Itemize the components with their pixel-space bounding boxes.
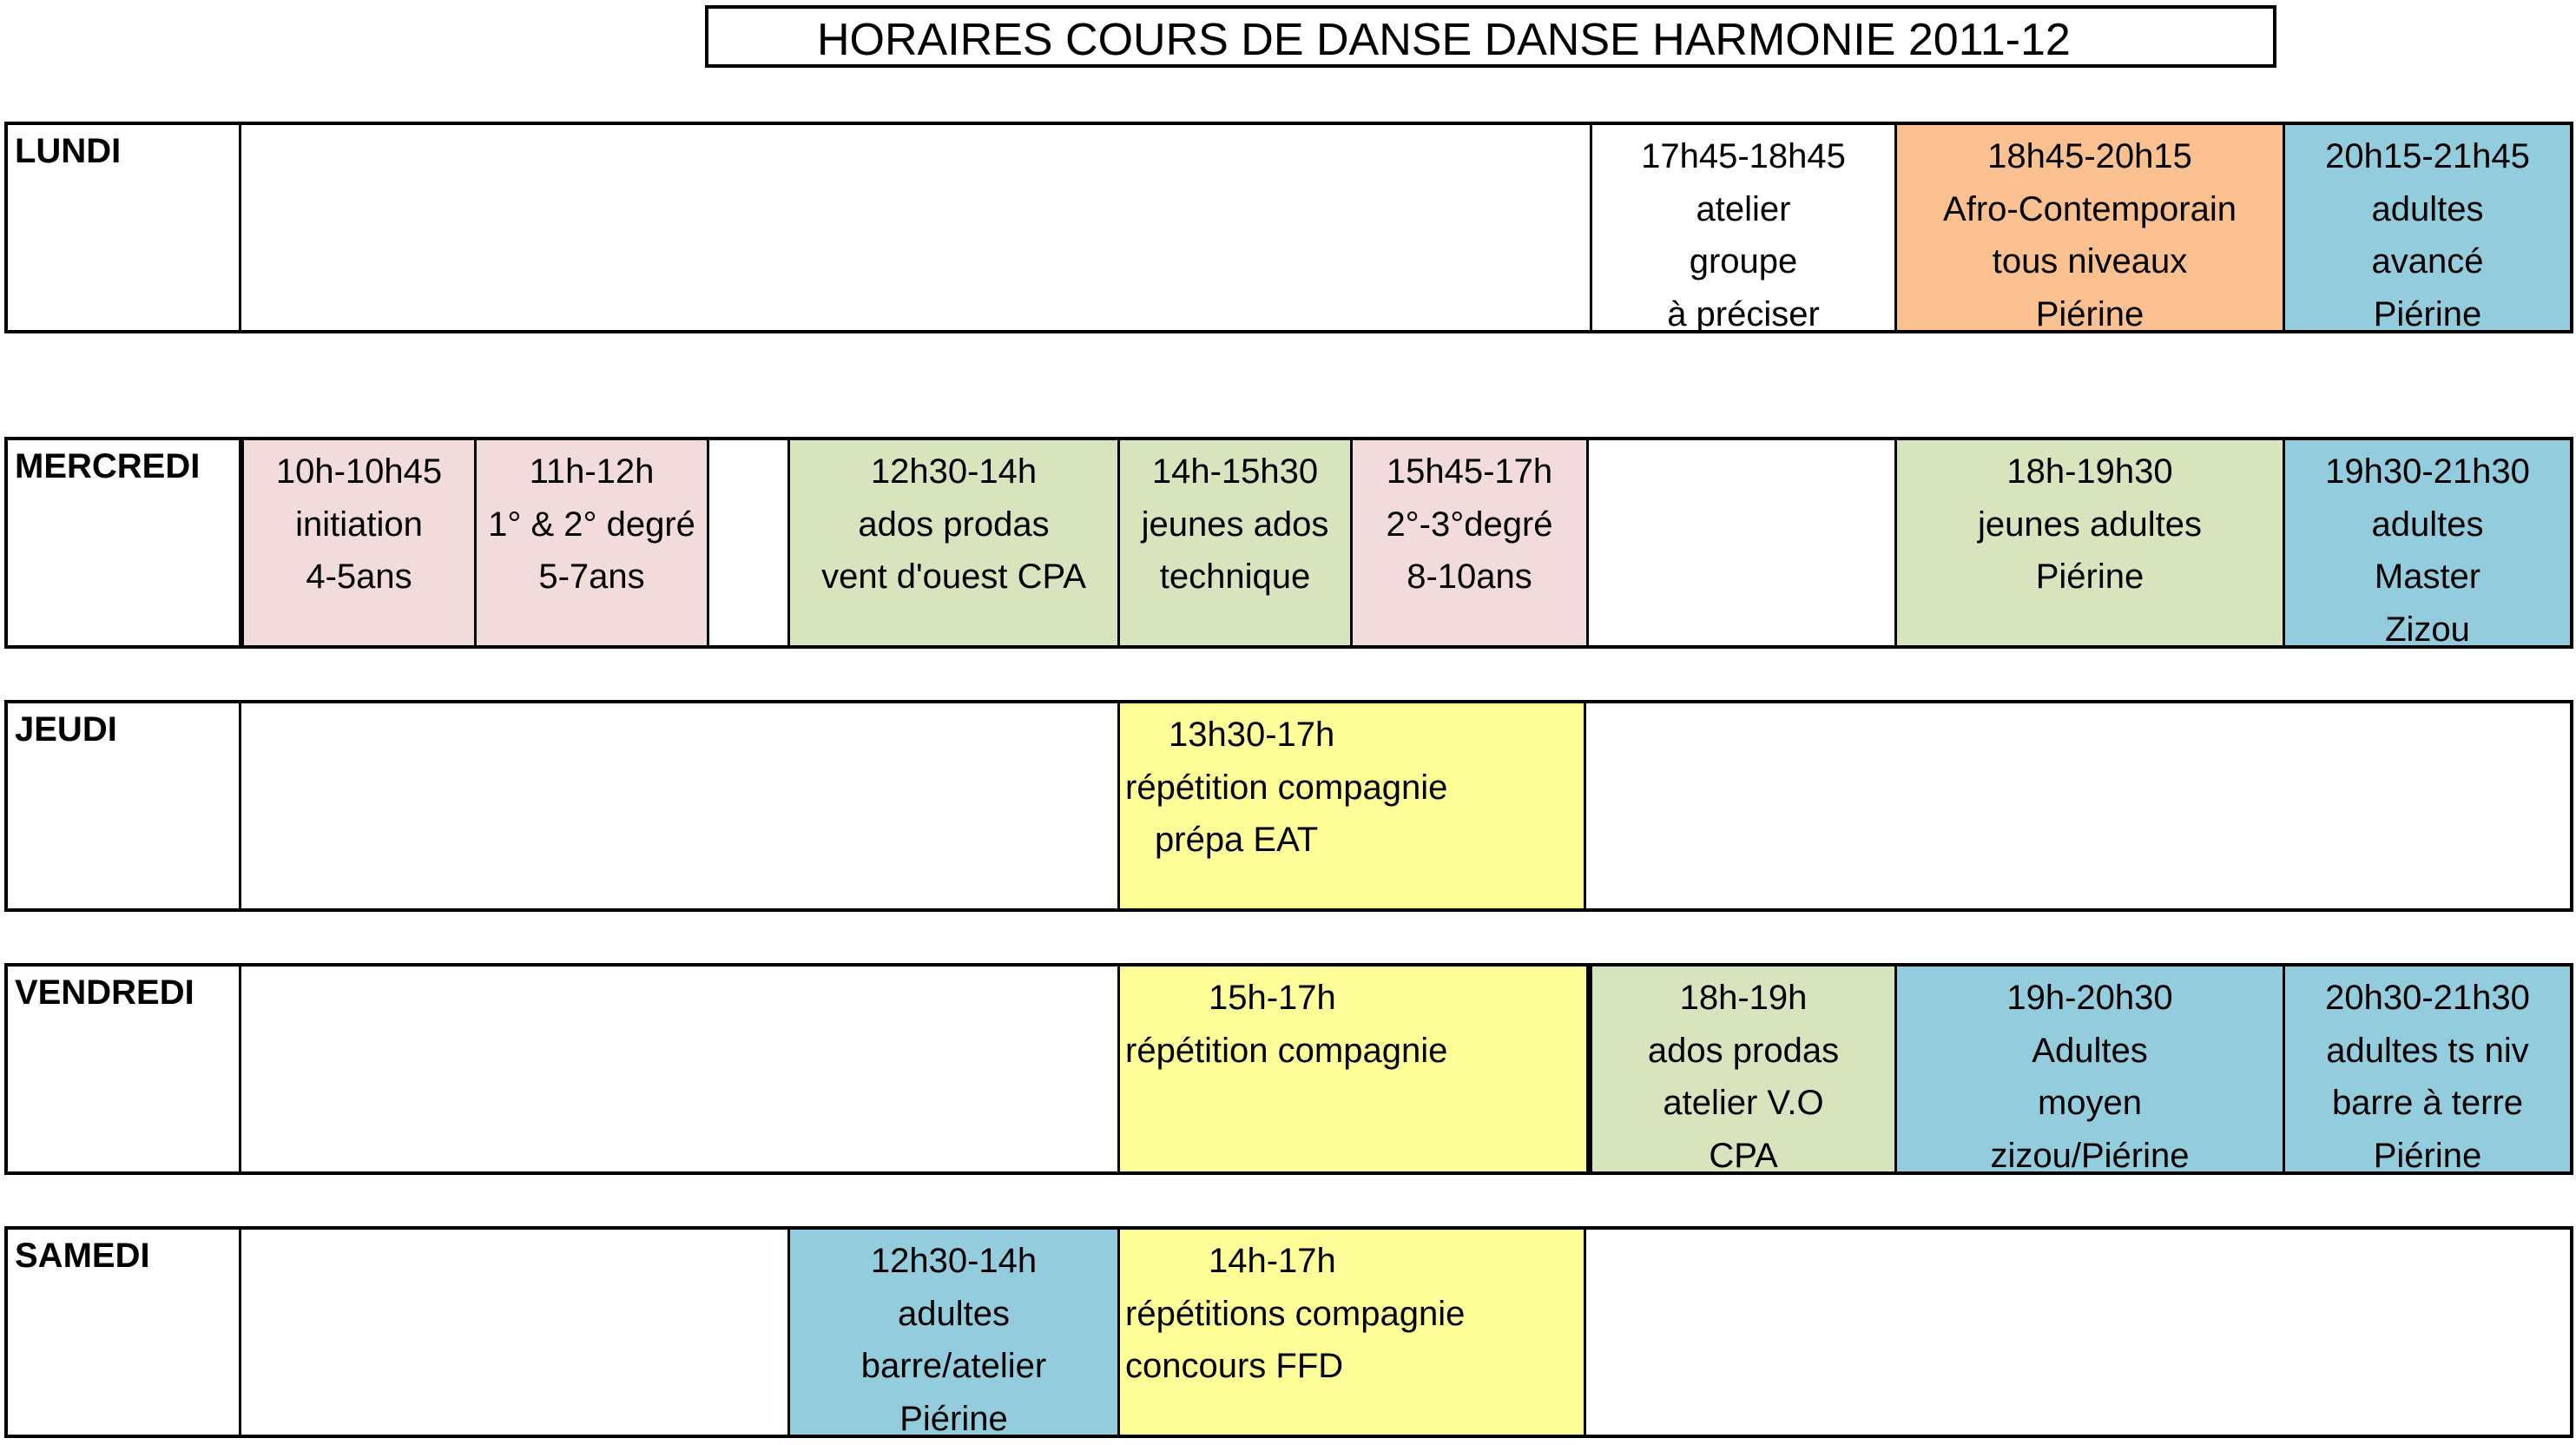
class-line: 5-7ans	[477, 551, 707, 604]
class-line: tous niveaux	[1897, 235, 2283, 288]
class-line: répétitions compagnie	[1125, 1288, 1584, 1341]
class-cell	[1117, 703, 1586, 908]
class-teacher: Piérine	[1897, 288, 2283, 341]
class-time: 17h45-18h45	[1592, 130, 1894, 183]
class-time: 13h30-17h	[1125, 709, 1584, 762]
schedule-title: HORAIRES COURS DE DANSE DANSE HARMONIE 2011-12	[817, 17, 2071, 63]
class-line: adultes	[790, 1288, 1117, 1341]
class-line: ados prodas	[790, 498, 1117, 551]
class-time: 10h-10h45	[244, 445, 474, 498]
day-row-lundi	[4, 122, 2573, 333]
class-teacher: Piérine	[2285, 1130, 2570, 1183]
class-cell	[1117, 440, 1350, 645]
class-line: adultes	[2285, 498, 2570, 551]
class-cell	[1894, 967, 2283, 1171]
class-line: ados prodas	[1592, 1025, 1894, 1078]
class-time: 12h30-14h	[790, 1235, 1117, 1288]
class-time: 11h-12h	[477, 445, 707, 498]
class-line: 8-10ans	[1353, 551, 1586, 604]
class-cell	[1117, 1230, 1586, 1435]
class-line: prépa EAT	[1125, 814, 1584, 867]
class-time: 14h-15h30	[1120, 445, 1350, 498]
class-line: barre/atelier	[790, 1340, 1117, 1393]
day-label-samedi: SAMEDI	[15, 1238, 150, 1273]
day-row-jeudi	[4, 700, 2573, 912]
class-line: jeunes adultes	[1897, 498, 2283, 551]
day-label-mercredi: MERCREDI	[15, 449, 200, 484]
class-cell	[1117, 967, 1590, 1171]
day-label-vendredi: VENDREDI	[15, 975, 194, 1010]
day-row-samedi	[4, 1226, 2573, 1438]
class-line: atelier V.O	[1592, 1077, 1894, 1130]
class-line: adultes	[2285, 183, 2570, 236]
class-time: 15h-17h	[1125, 972, 1586, 1025]
class-teacher: Piérine	[790, 1393, 1117, 1445]
class-time: 15h45-17h	[1353, 445, 1586, 498]
class-teacher: Piérine	[1897, 551, 2283, 604]
class-cell	[474, 440, 707, 645]
class-line: répétition compagnie	[1125, 762, 1584, 815]
class-line: 2°-3°degré	[1353, 498, 1586, 551]
class-line: CPA	[1592, 1130, 1894, 1183]
class-line: concours FFD	[1125, 1340, 1584, 1393]
class-line: répétition compagnie	[1125, 1025, 1586, 1078]
class-teacher: Piérine	[2285, 288, 2570, 341]
class-teacher: Zizou	[2285, 604, 2570, 657]
class-line: 4-5ans	[244, 551, 474, 604]
class-line: technique	[1120, 551, 1350, 604]
schedule-title-box	[705, 5, 2276, 68]
class-time: 18h-19h	[1592, 972, 1894, 1025]
class-time: 18h-19h30	[1897, 445, 2283, 498]
class-cell	[2283, 967, 2570, 1171]
class-cell	[1590, 967, 1894, 1171]
class-line: 1° & 2° degré	[477, 498, 707, 551]
day-label-jeudi: JEUDI	[15, 712, 117, 747]
class-cell	[787, 440, 1117, 645]
class-time: 19h30-21h30	[2285, 445, 2570, 498]
empty-cell	[1586, 440, 1894, 645]
class-cell	[1350, 440, 1586, 645]
class-cell	[1894, 125, 2283, 330]
class-cell	[787, 1230, 1117, 1435]
day-row-vendredi	[4, 963, 2573, 1175]
day-row-mercredi	[4, 437, 2573, 649]
class-line: vent d'ouest CPA	[790, 551, 1117, 604]
class-cell	[241, 440, 474, 645]
class-line: moyen	[1897, 1077, 2283, 1130]
class-line: à préciser	[1592, 288, 1894, 341]
class-line: jeunes ados	[1120, 498, 1350, 551]
class-time: 18h45-20h15	[1897, 130, 2283, 183]
empty-cell	[707, 440, 787, 645]
day-label-lundi: LUNDI	[15, 134, 121, 168]
class-line: atelier	[1592, 183, 1894, 236]
class-line: groupe	[1592, 235, 1894, 288]
class-line: adultes ts niv	[2285, 1025, 2570, 1078]
class-line: Afro-Contemporain	[1897, 183, 2283, 236]
class-time: 14h-17h	[1125, 1235, 1584, 1288]
day-separator	[239, 967, 241, 1171]
day-separator	[239, 125, 241, 330]
class-cell	[1894, 440, 2283, 645]
class-teacher: zizou/Piérine	[1897, 1130, 2283, 1183]
class-cell	[2283, 440, 2570, 645]
class-line: Adultes	[1897, 1025, 2283, 1078]
day-separator	[239, 1230, 241, 1435]
class-cell	[2283, 125, 2570, 330]
class-time: 12h30-14h	[790, 445, 1117, 498]
class-line: initiation	[244, 498, 474, 551]
class-time: 19h-20h30	[1897, 972, 2283, 1025]
class-cell	[1590, 125, 1894, 330]
class-time: 20h30-21h30	[2285, 972, 2570, 1025]
class-line: avancé	[2285, 235, 2570, 288]
day-separator	[239, 703, 241, 908]
class-line: barre à terre	[2285, 1077, 2570, 1130]
class-line: Master	[2285, 551, 2570, 604]
class-time: 20h15-21h45	[2285, 130, 2570, 183]
